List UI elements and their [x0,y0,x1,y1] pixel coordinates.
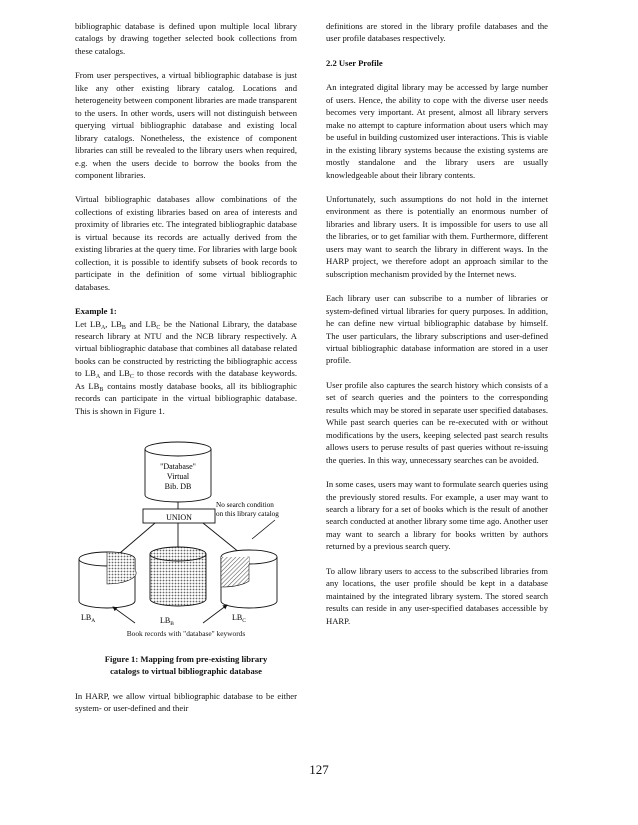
library-c-cylinder [221,550,277,608]
right-paragraph-5: User profile also captures the search history which consists of a set of search queries and the pointers to the corresponding results which may be stored in separate user specified databases. While past search queries can be re-executed with or without modifications by the users, keeping selected past search results allows users to peruse results of past queries without re-issuing the queries. In this way, unnecessary searches can be avoided. [326,379,548,465]
left-column [75,20,297,726]
example-subscript: B [121,324,126,331]
library-a-cylinder [79,552,136,608]
example-text-part: , LB [105,318,122,329]
right-column [326,20,548,639]
library-label-subscript: A [91,618,96,625]
example-text [75,318,297,418]
figure-1-diagram [75,429,297,628]
page-number: 127 [309,762,329,777]
caption-line-2: catalogs to virtual bibliographic database [110,666,262,677]
figure-caption [81,653,291,678]
example-subscript: A [100,324,106,331]
example-label: Example 1: [75,306,117,317]
example-1 [75,305,297,417]
arrow-to-library-a [113,607,135,623]
library-label-subscript: C [242,618,246,625]
left-paragraph-2: From user perspectives, a virtual bibliographic database is just like any other existing library catalog. Locations and heterogeneity between component libraries are made transparent to the users. In other words, users will not distinguish between querying virtual bibliographic database and existing local library catalogs. Nonetheless, the existence of component libraries can still be revealed to the library users when required, e.g. when the users decide to borrow the books from the component libraries. [75,70,297,180]
virtual-db-label-2: Virtual [166,472,190,482]
example-text-part: and LB [125,318,157,329]
example-text-part: Let LB [75,318,101,329]
virtual-db-label-3: Bib. DB [164,482,192,492]
example-text-part: to those records with the database keywords. As LB [75,368,297,391]
right-paragraph-6: In some cases, users may want to formulate search queries using the previously stored results. For example, a user may want to search a library for a set of books which is the result of another search conducted at another library some time ago. Another user may want to search a library for books written by authors returned by a previous search query. [326,479,548,552]
arrow-to-library-c [203,605,227,623]
left-paragraph-1: bibliographic database is defined upon multiple local library catalogs by drawing together selected book collections from these catalogs. [75,21,297,56]
example-subscript: A [95,374,101,381]
right-paragraph-7: To allow library users to access to the subscribed libraries from any locations, the user profile should be kept in a database maintained by the integrated library system. The stored search results can reside in any user-specified databases accessible by HARP. [326,565,548,626]
library-label-subscript: B [170,621,174,628]
right-paragraph-3: Unfortunately, such assumptions do not hold in the internet environment as there is potentially an enormous number of libraries and library users. It is impossible for users to use all the libraries, or to get familiar with them. Furthermore, different users may want to search the library in different ways. In the HARP project, we therefore adopt an approach similar to the subscription mechanism provided by the Internet news. [326,193,548,279]
library-label-text: LB [81,613,92,623]
caption-line-1: Figure 1: Mapping from pre-existing library [104,653,268,664]
note-line-2: on this library catalog [216,510,279,519]
example-subscript: C [129,374,134,381]
library-c-label [232,613,246,624]
example-subscript: B [99,386,104,393]
example-text-part: contains mostly database books, all its bibliographic records can participate in the virtual bibliographic database. This is shown in Figure 1. [75,380,297,416]
book-records-label: Book records with "database" keywords [126,629,246,639]
example-subscript: C [156,324,161,331]
example-text-part: and LB [100,368,130,379]
example-text-part: be the National Library, the database research library at NTU and the NCB library respectively. A virtual bibliographic database that combines all database related books can be constructed by restricting the bibliographic access to LB [75,318,297,379]
right-paragraph-4: Each library user can subscribe to a number of libraries or system-defined virtual libraries for query purposes. In addition, he can define new virtual bibliographic database by himself. The user particulars, the library subscriptions and user-defined virtual bibliographic database information are stored in a user profile. [326,293,548,366]
union-label: UNION [166,513,192,523]
note-line-1: No search condition [216,501,274,510]
library-label-text: LB [160,616,171,626]
library-b-cylinder [150,547,206,606]
right-paragraph-1: definitions are stored in the library profile databases and the user profile databases respectively. [326,21,548,44]
section-heading: 2.2 User Profile [326,57,383,68]
figure-1 [75,429,297,628]
left-paragraph-3: Virtual bibliographic databases allow combinations of the collections of existing libraries based on area of interests and proximity of libraries etc. The integrated bibliographic database is virtual because its records are actually derived from the existing libraries at the query time. For libraries with large book collection, it is possible to identify subsets of book records to participate in the definition of some virtual bibliographic databases. [75,194,297,292]
left-paragraph-last: In HARP, we allow virtual bibliographic database to be either system- or user-defined and their [75,690,297,713]
right-paragraph-2: An integrated digital library may be accessed by large number of users. Hence, the ability to cope with the diverse user needs becomes very important. At present, almost all library servers make no attempt to capture information about users which may be useful in building customized user interactions. This is viable in the existing library systems because the existing systems are mostly standalone and the library users are usually knowledgeable about their library contents. [326,82,548,180]
library-a-label [81,613,95,624]
library-label-text: LB [232,613,243,623]
library-b-label [160,616,174,627]
note-arrow [252,520,275,539]
virtual-db-label-1: "Database" [160,462,196,472]
